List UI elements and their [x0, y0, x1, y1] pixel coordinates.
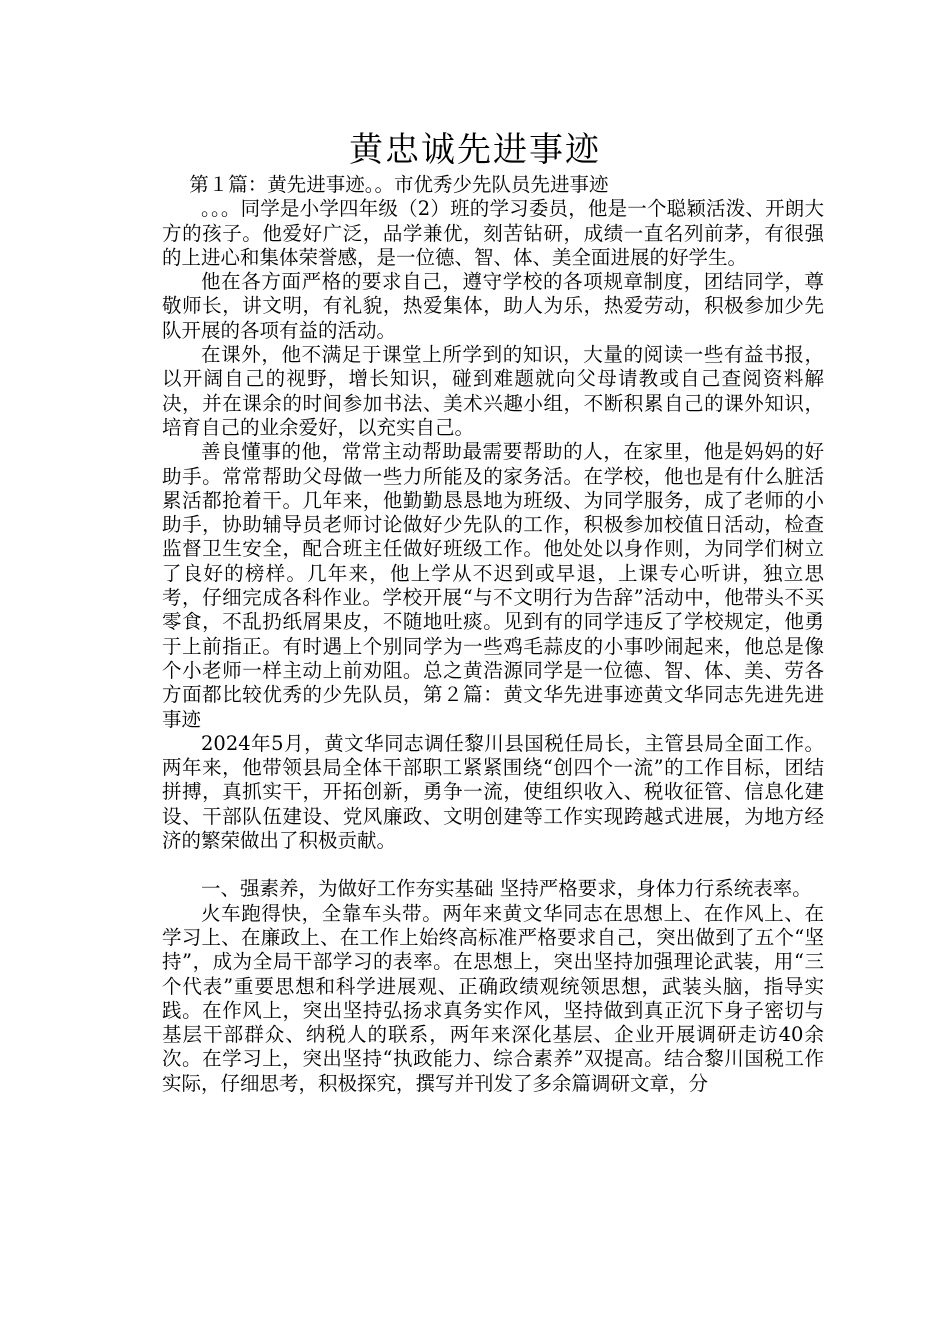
body-paragraph: 火车跑得快，全靠车头带。两年来黄文华同志在思想上、在作风上、在学习上、在廉政上、在工作上始终高标准严格要求自己，突出做到了五个“坚持”，成为全局干部学习的表率。在思想上，突出坚持加强理论武装，用“三个代表”重要思想和科学进展观、正确政绩观统领思想，武装头脑，指导实践。在作风上，突出坚持弘扬求真务实作风，坚持做到真正沉下身子密切与基层干部群众、纳税人的联系，两年来深化基层、企业开展调研走访40余次。在学习上，突出坚持“执政能力、综合素养”双提高。结合黎川国税工作实际，仔细思考，积极探究，撰写并刊发了多余篇调研文章，分 [162, 901, 824, 1095]
body-paragraph: 在课外，他不满足于课堂上所学到的知识，大量的阅读一些有益书报，以开阔自己的视野，增长知识，碰到难题就向父母请教或自己查阅资料解决，并在课余的时间参加书法、美术兴趣小组，不断积累自己的课外知识，培育自己的业余爱好，以充实自己。 [162, 343, 824, 439]
document-title: 黄忠诚先进事迹 [349, 130, 601, 170]
body-paragraph: 。。。同学是小学四年级（2）班的学习委员，他是一个聪颖活泼、开朗大方的孩子。他爱好广泛，品学兼优，刻苦钻研，成绩一直名列前茅，有很强的上进心和集体荣誉感，是一位德、智、体、美全面进展的好学生。 [162, 197, 824, 269]
section-heading: 一、强素养，为做好工作夯实基础 坚持严格要求，身体力行系统表率。 [201, 877, 812, 901]
body-paragraph: 2024年5月，黄文华同志调任黎川县国税任局长，主管县局全面工作。两年来，他带领县局全体干部职工紧紧围绕“创四个一流”的工作目标，团结拼搏，真抓实干，开拓创新，勇争一流，使组织收入、税收征管、信息化建设、干部队伍建设、党风廉政、文明创建等工作实现跨越式进展，为地方经济的繁荣做出了积极贡献。 [162, 731, 824, 853]
body-paragraph: 他在各方面严格的要求自己，遵守学校的各项规章制度，团结同学，尊敬师长，讲文明，有礼貌，热爱集体，助人为乐，热爱劳动，积极参加少先队开展的各项有益的活动。 [162, 270, 824, 342]
article-heading: 第１篇：黄先进事迹。。市优秀少先队员先进事迹 [189, 173, 609, 196]
body-paragraph: 善良懂事的他，常常主动帮助最需要帮助的人，在家里，他是妈妈的好助手。常常帮助父母做一些力所能及的家务活。在学校，他也是有什么脏活累活都抢着干。几年来，他勤勤恳恳地为班级、为同学服务，成了老师的小助手，协助辅导员老师讨论做好少先队的工作，积极参加校值日活动，检查监督卫生安全，配合班主任做好班级工作。他处处以身作则，为同学们树立了良好的榜样。几年来，他上学从不迟到或早退，上课专心听讲，独立思考，仔细完成各科作业。学校开展“与不文明行为告辞”活动中，他带头不买零食，不乱扔纸屑果皮，不随地吐痰。见到有的同学违反了学校规定，他勇于上前指正。有时遇上个别同学为一些鸡毛蒜皮的小事吵闹起来，他总是像个小老师一样主动上前劝阻。总之黄浩源同学是一位德、智、体、美、劳各方面都比较优秀的少先队员，第２篇：黄文华先进事迹黄文华同志先进先进事迹 [162, 440, 824, 731]
document-body [162, 173, 824, 1096]
